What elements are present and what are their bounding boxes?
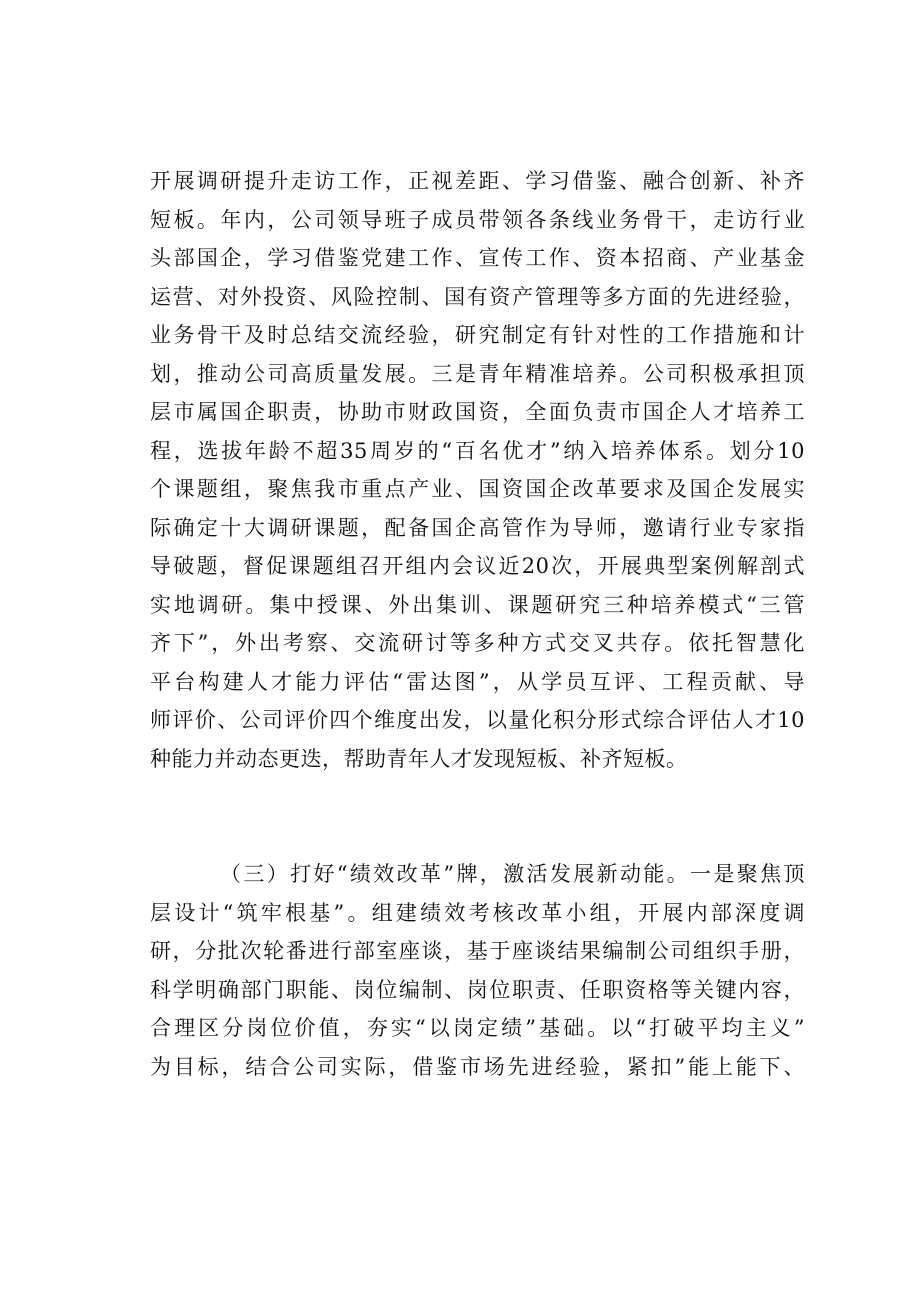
section-heading-line: （三）打好“绩效改革”牌，激活发展新动能。一是聚焦顶 [220,862,805,886]
text-line: 研，分批次轮番进行部室座谈，基于座谈结果编制公司组织手册， [150,939,805,963]
text-line: 齐下”，外出考察、交流研讨等多种方式交叉共存。依托智慧化 [150,631,805,655]
text-line: 为目标，结合公司实际，借鉴市场先进经验，紧扣”能上能下、 [150,1054,805,1079]
text-line: 运营、对外投资、风险控制、国有资产管理等多方面的先进经验， [150,284,805,309]
text-line: 师评价、公司评价四个维度出发，以量化积分形式综合评估人才10 [150,708,805,732]
paragraph-continued [150,162,805,778]
text-line: 开展调研提升走访工作，正视差距、学习借鉴、融合创新、补齐 [150,169,805,193]
text-line: 种能力并动态更迭，帮助青年人才发现短板、补齐短板。 [150,746,688,771]
text-line: 短板。年内，公司领导班子成员带领各条线业务骨干，走访行业 [150,207,805,232]
text-line: 实地调研。集中授课、外出集训、课题研究三种培养模式“三管 [150,592,805,617]
text-line: 业务骨干及时总结交流经验，研究制定有针对性的工作措施和计 [150,323,805,347]
text-line: 导破题，督促课题组召开组内会议近20次，开展典型案例解剖式 [150,554,805,578]
text-line: 科学明确部门职能、岗位编制、岗位职责、任职资格等关键内容， [150,977,805,1002]
text-line: 层市属国企职责，协助市财政国资，全面负责市国企人才培养工 [150,400,805,424]
text-line: 头部国企，学习借鉴党建工作、宣传工作、资本招商、产业基金 [150,246,805,270]
text-line: 划，推动公司高质量发展。三是青年精准培养。公司积极承担顶 [150,361,805,386]
text-line: 平台构建人才能力评估“雷达图”，从学员互评、工程贡献、导 [150,669,805,694]
text-line: 合理区分岗位价值，夯实“以岗定绩”基础。以“打破平均主义” [150,1016,805,1040]
text-line: 际确定十大调研课题，配备国企高管作为导师，邀请行业专家指 [150,515,805,540]
text-line: 个课题组，聚焦我市重点产业、国资国企改革要求及国企发展实 [150,477,805,501]
text-line: 层设计“筑牢根基”。组建绩效考核改革小组，开展内部深度调 [150,900,805,925]
paragraph-section-three [150,855,805,1086]
text-line: 程，选拔年龄不超35周岁的“百名优才”纳入培养体系。划分10 [150,438,805,463]
